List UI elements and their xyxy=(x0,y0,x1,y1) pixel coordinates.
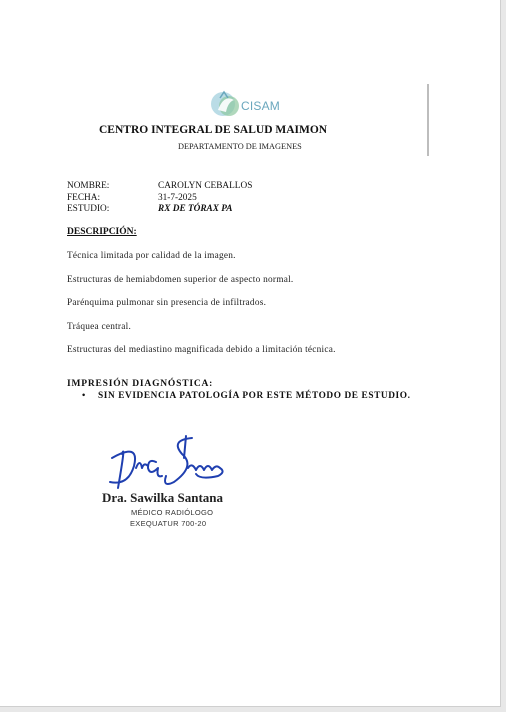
date-value: 31-7-2025 xyxy=(158,193,197,203)
description-line: Tráquea central. xyxy=(67,322,132,332)
logo-text: CISAM xyxy=(241,99,281,113)
name-value: CAROLYN CEBALLOS xyxy=(158,181,253,191)
doctor-exequatur: EXEQUATUR 700-20 xyxy=(130,519,207,528)
center-name: CENTRO INTEGRAL DE SALUD MAIMON xyxy=(99,124,328,136)
date-label: FECHA: xyxy=(67,193,101,203)
doctor-name: Dra. Sawilka Santana xyxy=(102,490,223,505)
margin-line xyxy=(427,84,429,156)
study-row xyxy=(67,204,232,214)
description-line: Técnica limitada por calidad de la imagen. xyxy=(67,251,236,261)
date-row xyxy=(67,193,197,203)
study-label: ESTUDIO: xyxy=(67,204,110,214)
impression-text: SIN EVIDENCIA PATOLOGÍA POR ESTE MÉTODO DE ESTUDIO. xyxy=(98,391,411,401)
study-value: RX DE TÓRAX PA xyxy=(158,204,233,214)
name-label: NOMBRE: xyxy=(67,181,110,191)
bullet-icon: • xyxy=(82,391,86,401)
description-heading: DESCRIPCIÓN: xyxy=(67,227,137,237)
doctor-title: MÉDICO RADIÓLOGO xyxy=(131,508,214,517)
patient-name-row xyxy=(67,181,252,191)
description-line: Estructuras de hemiabdomen superior de aspecto normal. xyxy=(67,275,294,285)
impression-item xyxy=(82,391,411,401)
impression-heading: IMPRESIÓN DIAGNÓSTICA: xyxy=(67,379,214,389)
description-line: Parénquima pulmonar sin presencia de infiltrados. xyxy=(67,298,267,308)
department-name: DEPARTAMENTO DE IMAGENES xyxy=(178,142,302,151)
signature-icon xyxy=(100,432,240,492)
description-line: Estructuras del mediastino magnificada debido a limitación técnica. xyxy=(67,345,336,355)
